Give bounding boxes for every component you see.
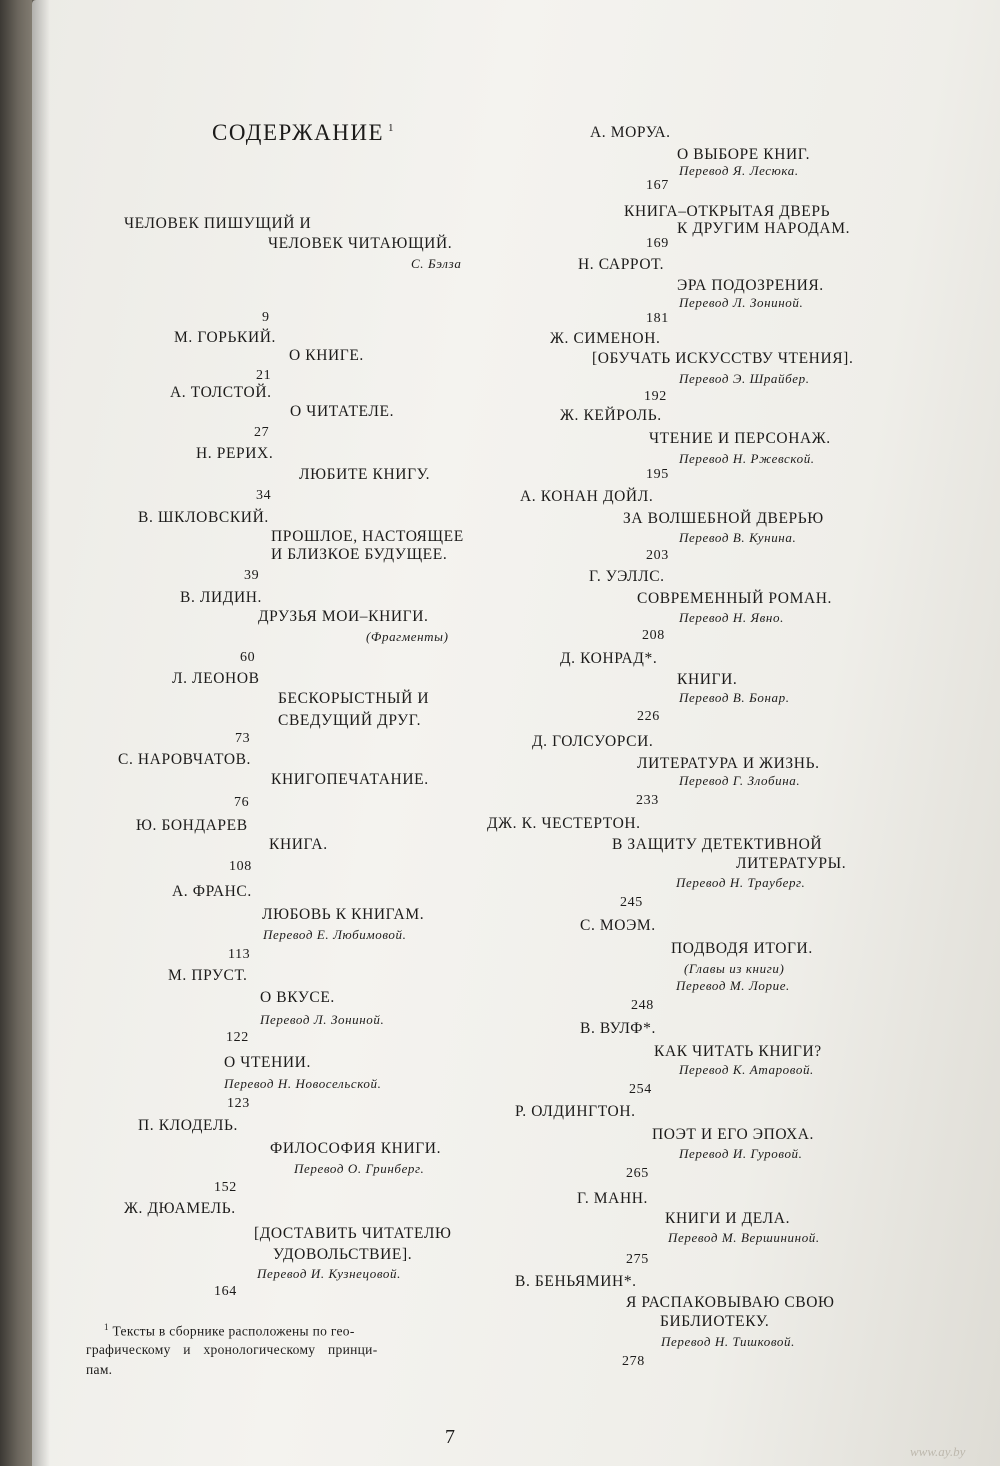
toc-entry-title: КНИГА.: [269, 836, 328, 853]
toc-entry-page: 9: [262, 310, 270, 325]
toc-entry-page: 73: [235, 731, 251, 746]
toc-entry-title: ЛИТЕРАТУРА И ЖИЗНЬ.: [637, 755, 820, 772]
toc-entry-subtitle: Перевод Н. Явно.: [679, 610, 784, 625]
toc-entry-page: 108: [229, 859, 252, 874]
toc-entry-author: В. ЛИДИН.: [180, 589, 263, 606]
toc-entry-subtitle: Перевод М. Вершининой.: [668, 1230, 820, 1245]
toc-entry-page: 192: [644, 389, 667, 404]
toc-entry-title: ЧЕЛОВЕК ЧИТАЮЩИЙ.: [268, 235, 453, 252]
toc-entry-author: П. КЛОДЕЛЬ.: [138, 1117, 238, 1134]
toc-entry-page: 254: [629, 1082, 652, 1097]
toc-entry-page: 181: [646, 311, 669, 326]
toc-entry-title: О ЧТЕНИИ.: [224, 1054, 311, 1071]
toc-entry-title: КНИГИ.: [677, 671, 738, 688]
footnote-text: Тексты в сборнике расположены по гео-: [112, 1323, 355, 1339]
toc-entry-author: Г. УЭЛЛС.: [589, 568, 665, 585]
toc-entry-title: КНИГА–ОТКРЫТАЯ ДВЕРЬ: [624, 203, 831, 220]
toc-entry-title: ПОДВОДЯ ИТОГИ.: [671, 940, 813, 957]
toc-entry-subtitle: Перевод И. Кузнецовой.: [257, 1266, 401, 1281]
toc-entry-subtitle: (Фрагменты): [366, 629, 449, 644]
toc-entry-title: БЕСКОРЫСТНЫЙ И: [278, 690, 430, 707]
toc-heading: [212, 120, 394, 146]
toc-entry-title: ПРОШЛОЕ, НАСТОЯЩЕЕ: [271, 528, 464, 545]
toc-entry-author: А. ТОЛСТОЙ.: [170, 384, 272, 401]
toc-entry-title: ФИЛОСОФИЯ КНИГИ.: [270, 1140, 442, 1157]
toc-entry-page: 21: [256, 368, 272, 383]
toc-entry-page: 122: [226, 1030, 249, 1045]
toc-entry-subtitle: Перевод В. Бонар.: [679, 690, 790, 705]
toc-entry-author: ЧЕЛОВЕК ПИШУЩИЙ И: [124, 215, 312, 232]
toc-entry-page: 34: [256, 488, 272, 503]
footnote-line: графическому и хронологическому принци-: [86, 1342, 378, 1357]
toc-entry-page: 39: [244, 568, 260, 583]
toc-entry-page: 275: [626, 1252, 649, 1267]
toc-entry-page: 169: [646, 236, 669, 251]
toc-entry-author: А. ФРАНС.: [172, 883, 252, 900]
toc-entry-page: 164: [214, 1284, 237, 1299]
toc-entry-author: А. КОНАН ДОЙЛ.: [520, 488, 654, 505]
toc-entry-title: О ЧИТАТЕЛЕ.: [290, 403, 395, 420]
toc-entry-title: [ОБУЧАТЬ ИСКУССТВУ ЧТЕНИЯ].: [592, 350, 854, 367]
toc-entry-author: Н. САРРОТ.: [578, 256, 665, 273]
toc-entry-title: ЛЮБИТЕ КНИГУ.: [299, 466, 431, 483]
toc-entry-title: ЗА ВОЛШЕБНОЙ ДВЕРЬЮ: [623, 510, 824, 527]
watermark: www.ay.by: [910, 1444, 966, 1459]
page-number: 7: [445, 1426, 456, 1448]
toc-entry-title-cont: И БЛИЗКОЕ БУДУЩЕЕ.: [271, 546, 448, 563]
toc-entry-subtitle: Перевод Л. Зониной.: [260, 1012, 385, 1027]
toc-entry-title-cont: ЛИТЕРАТУРЫ.: [736, 855, 847, 872]
toc-entry-page: 245: [620, 895, 643, 910]
toc-entry-subtitle: Перевод Г. Злобина.: [679, 773, 801, 788]
toc-entry-subtitle: Перевод Н. Трауберг.: [676, 875, 806, 890]
toc-entry-title-cont: СВЕДУЩИЙ ДРУГ.: [278, 712, 422, 729]
footnote-number: 1: [104, 1322, 109, 1332]
toc-entry-author: Л. ЛЕОНОВ: [172, 670, 260, 687]
toc-entry-page: 278: [622, 1354, 645, 1369]
toc-entry-author: В. ШКЛОВСКИЙ.: [138, 509, 269, 526]
toc-entry-author: М. ПРУСТ.: [168, 967, 248, 984]
toc-entry-title: В ЗАЩИТУ ДЕТЕКТИВНОЙ: [612, 836, 823, 853]
toc-entry-subtitle: Перевод Н. Новосельской.: [224, 1076, 382, 1091]
toc-entry-page: 233: [636, 793, 659, 808]
toc-entry-title: ЭРА ПОДОЗРЕНИЯ.: [677, 277, 824, 294]
toc-entry-page: 226: [637, 709, 660, 724]
toc-entry-page: 152: [214, 1180, 237, 1195]
toc-entry-title: КАК ЧИТАТЬ КНИГИ?: [654, 1043, 822, 1060]
toc-entry-author: Ж. СИМЕНОН.: [550, 330, 661, 347]
toc-entry-author: Г. МАНН.: [577, 1190, 649, 1207]
toc-entry-title: ПОЭТ И ЕГО ЭПОХА.: [652, 1126, 815, 1143]
toc-entry-title: [ДОСТАВИТЬ ЧИТАТЕЛЮ: [254, 1225, 452, 1242]
toc-entry-title: ДРУЗЬЯ МОИ–КНИГИ.: [258, 608, 429, 625]
toc-entry-subtitle-2: Перевод М. Лорие.: [676, 978, 790, 993]
toc-entry-subtitle: Перевод И. Гуровой.: [679, 1146, 803, 1161]
toc-entry-subtitle: Перевод Н. Ржевской.: [679, 451, 815, 466]
toc-entry-author: Д. КОНРАД*.: [560, 650, 658, 667]
toc-entry-title-cont: УДОВОЛЬСТВИЕ].: [273, 1246, 413, 1263]
toc-entry-title: СОВРЕМЕННЫЙ РОМАН.: [637, 590, 833, 607]
toc-entry-page: 203: [646, 548, 669, 563]
toc-entry-title-cont: К ДРУГИМ НАРОДАМ.: [677, 220, 851, 237]
page-gutter-shadow: [32, 0, 50, 1466]
toc-entry-page: 27: [254, 425, 270, 440]
toc-entry-subtitle: Перевод Е. Любимовой.: [263, 927, 407, 942]
toc-entry-subtitle: С. Бэлза: [411, 256, 462, 271]
toc-entry-subtitle: Перевод Л. Зониной.: [679, 295, 804, 310]
toc-entry-title: ЛЮБОВЬ К КНИГАМ.: [262, 906, 425, 923]
footnote-line: пам.: [86, 1362, 113, 1377]
toc-entry-subtitle: Перевод К. Атаровой.: [679, 1062, 814, 1077]
toc-entry-author: ДЖ. К. ЧЕСТЕРТОН.: [487, 815, 641, 832]
toc-entry-page: 248: [631, 998, 654, 1013]
toc-entry-author: Ж. КЕЙРОЛЬ.: [560, 407, 662, 424]
toc-entry-subtitle: (Главы из книги): [684, 961, 785, 976]
toc-entry-subtitle: Перевод Н. Тишковой.: [661, 1334, 795, 1349]
toc-entry-subtitle: Перевод Э. Шрайбер.: [679, 371, 810, 386]
toc-entry-subtitle: Перевод В. Кунина.: [679, 530, 797, 545]
toc-entry-title: О ВКУСЕ.: [260, 989, 335, 1006]
toc-entry-author: Д. ГОЛСУОРСИ.: [532, 733, 654, 750]
toc-entry-page: 123: [227, 1096, 250, 1111]
toc-entry-author: С. НАРОВЧАТОВ.: [118, 751, 252, 768]
toc-entry-subtitle: Перевод О. Гринберг.: [294, 1161, 425, 1176]
toc-entry-title: ЧТЕНИЕ И ПЕРСОНАЖ.: [649, 430, 831, 447]
toc-entry-author: В. ВУЛФ*.: [580, 1020, 656, 1037]
toc-entry-author: А. МОРУА.: [590, 124, 671, 141]
toc-entry-page: 195: [646, 467, 669, 482]
toc-entry-author: М. ГОРЬКИЙ.: [174, 329, 277, 346]
toc-entry-author: С. МОЭМ.: [580, 917, 656, 934]
toc-entry-title-cont: БИБЛИОТЕКУ.: [660, 1313, 770, 1330]
toc-entry-page: 167: [646, 178, 669, 193]
toc-entry-page: 76: [234, 795, 250, 810]
toc-entry-author: В. БЕНЬЯМИН*.: [515, 1273, 637, 1290]
footnote-marker: 1: [388, 122, 394, 134]
toc-heading-text: СОДЕРЖАНИЕ: [212, 120, 385, 145]
toc-entry-author: Р. ОЛДИНГТОН.: [515, 1103, 636, 1120]
toc-entry-title: О ВЫБОРЕ КНИГ.: [677, 146, 811, 163]
toc-entry-page: 113: [228, 947, 251, 962]
toc-entry-author: Н. РЕРИХ.: [196, 445, 274, 462]
toc-entry-title: КНИГИ И ДЕЛА.: [665, 1210, 791, 1227]
footnote-line: [104, 1322, 355, 1340]
toc-entry-page: 265: [626, 1166, 649, 1181]
toc-entry-author: Ю. БОНДАРЕВ: [136, 817, 248, 834]
toc-entry-title: О КНИГЕ.: [289, 347, 364, 364]
toc-entry-author: Ж. ДЮАМЕЛЬ.: [124, 1200, 236, 1217]
toc-entry-page: 208: [642, 628, 665, 643]
toc-entry-title: КНИГОПЕЧАТАНИЕ.: [271, 771, 429, 788]
toc-entry-page: 60: [240, 650, 256, 665]
toc-entry-subtitle: Перевод Я. Лесюка.: [679, 163, 799, 178]
toc-entry-title: Я РАСПАКОВЫВАЮ СВОЮ: [626, 1294, 835, 1311]
